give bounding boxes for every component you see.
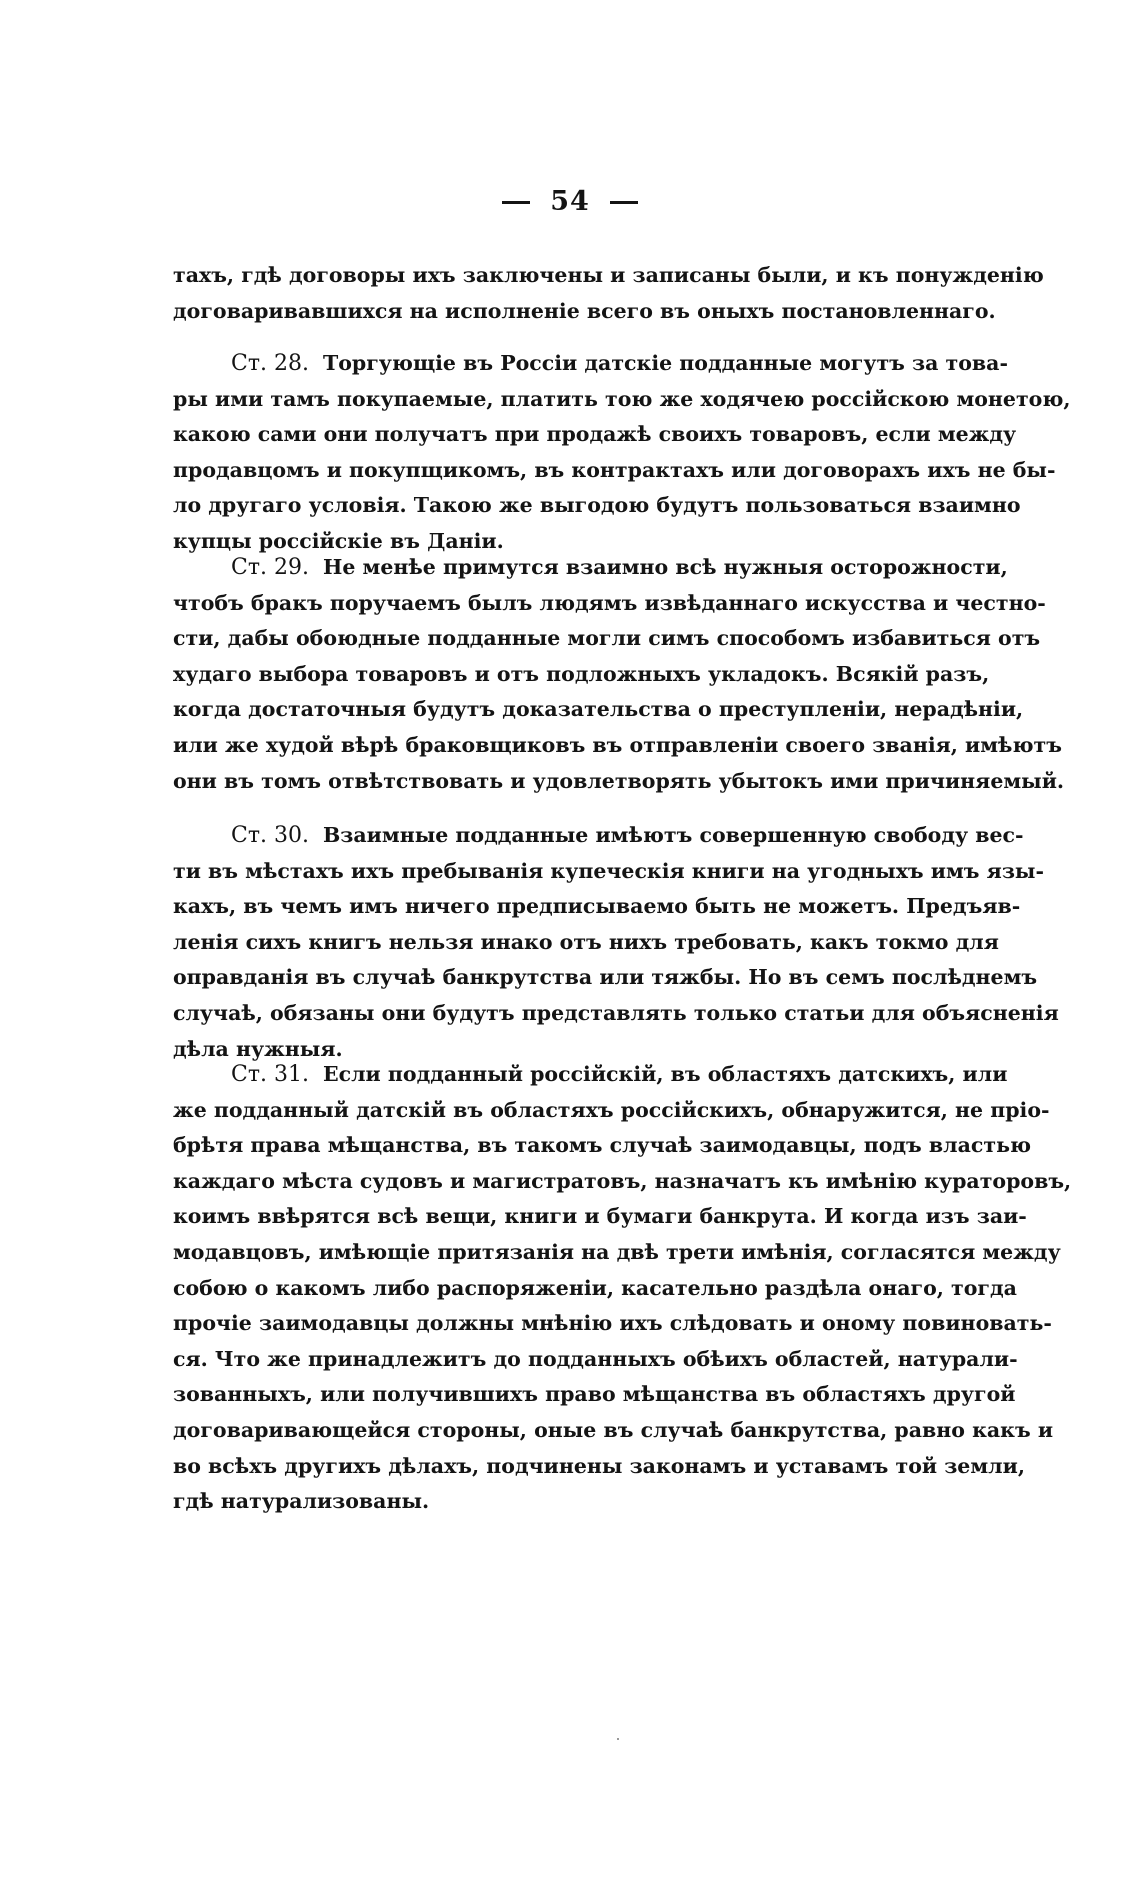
text-line: брѣтя права мѣщанства, въ такомъ случаѣ заимодавцы, подъ властью [173, 1133, 1032, 1158]
text-line: когда достаточныя будутъ доказательства о преступленіи, нерадѣніи, [173, 697, 1024, 722]
text-line: модавцовъ, имѣющіе притязанія на двѣ трети имѣнія, согласятся между [173, 1239, 1061, 1264]
text-line: собою о какомъ либо распоряженіи, касательно раздѣла онаго, тогда [173, 1275, 1017, 1300]
text-line: ло другаго условія. Такою же выгодою будутъ пользоваться взаимно [173, 493, 1021, 518]
article-29 [173, 550, 1065, 799]
text-line: договаривавшихся на исполненіе всего въ оныхъ постановленнаго. [173, 298, 996, 323]
article-label: Ст. 31. [231, 1062, 309, 1087]
page-number-value: 54 [550, 186, 590, 217]
article-label: Ст. 29. [231, 555, 309, 580]
text-line: продавцомъ и покупщикомъ, въ контрактахъ или договорахъ ихъ не бы- [173, 457, 1056, 482]
text-line: или же худой вѣрѣ браковщиковъ въ отправленіи своего званія, имѣютъ [173, 732, 1062, 757]
text-line: коимъ ввѣрятся всѣ вещи, книги и бумаги банкрута. И когда изъ заи- [173, 1204, 1027, 1229]
text-line: договаривающейся стороны, оные въ случаѣ банкрутства, равно какъ и [173, 1417, 1054, 1442]
text-line: оправданія въ случаѣ банкрутства или тяжбы. Но въ семъ послѣднемъ [173, 965, 1038, 990]
text-line: какою сами они получатъ при продажѣ своихъ товаровъ, если между [173, 422, 1017, 447]
text-line: дѣла нужныя. [173, 1036, 343, 1061]
article-31 [173, 1057, 1072, 1520]
article-label: Ст. 30. [231, 823, 309, 848]
left-dash [502, 201, 530, 204]
text-line: кахъ, въ чемъ имъ ничего предписываемо быть не можетъ. Предъяв- [173, 894, 1021, 919]
article-label: Ст. 28. [231, 351, 309, 376]
article-30 [173, 818, 1059, 1067]
text-line: же подданный датскій въ областяхъ россійскихъ, обнаружится, не пріо- [173, 1097, 1050, 1122]
text-line: купцы россійскіе въ Даніи. [173, 528, 504, 553]
article-first-text: Торгующіе въ Россіи датскіе подданные могутъ за това- [322, 351, 1008, 375]
text-line: ры ими тамъ покупаемые, платить тою же ходячею россійскою монетою, [173, 386, 1071, 411]
text-line: случаѣ, обязаны они будутъ представлять только статьи для объясненія [173, 1000, 1059, 1025]
scan-speck [617, 1738, 619, 1740]
text-line: каждаго мѣста судовъ и магистратовъ, назначатъ къ имѣнію кураторовъ, [173, 1168, 1072, 1193]
text-line: ленія сихъ книгъ нельзя инако отъ нихъ требовать, какъ токмо для [173, 929, 999, 954]
intro-paragraph [173, 258, 1044, 329]
page-number [0, 186, 1140, 217]
text-line: они въ томъ отвѣтствовать и удовлетворять убытокъ ими причиняемый. [173, 768, 1065, 793]
article-28 [173, 346, 1071, 560]
article-first-line [173, 550, 1008, 586]
article-first-text: Не менѣе примутся взаимно всѣ нужныя осторожности, [322, 555, 1008, 579]
text-line: ся. Что же принадлежитъ до подданныхъ обѣихъ областей, натурали- [173, 1346, 1018, 1371]
text-line: во всѣхъ другихъ дѣлахъ, подчинены законамъ и уставамъ той земли, [173, 1453, 1025, 1478]
text-line: зованныхъ, или получившихъ право мѣщанства въ областяхъ другой [173, 1382, 1016, 1407]
text-line: чтобъ бракъ поручаемъ былъ людямъ извѣданнаго искусства и честно- [173, 590, 1046, 615]
text-line: гдѣ натурализованы. [173, 1489, 430, 1514]
right-dash [610, 201, 638, 204]
article-first-line [173, 346, 1008, 382]
text-line: тахъ, гдѣ договоры ихъ заключены и записаны были, и къ понужденію [173, 263, 1044, 287]
text-line: худаго выбора товаровъ и отъ подложныхъ укладокъ. Всякій разъ, [173, 661, 990, 686]
text-line: прочіе заимодавцы должны мнѣнію ихъ слѣдовать и оному повиновать- [173, 1311, 1052, 1336]
article-first-line [173, 818, 1024, 854]
article-first-text: Если подданный россійскій, въ областяхъ датскихъ, или [322, 1062, 1008, 1086]
text-line: ти въ мѣстахъ ихъ пребыванія купеческія книги на угодныхъ имъ язы- [173, 858, 1044, 883]
article-first-text: Взаимные подданные имѣютъ совершенную свободу вес- [322, 823, 1024, 847]
article-first-line [173, 1057, 1008, 1093]
text-line: сти, дабы обоюдные подданные могли симъ способомъ избавиться отъ [173, 626, 1041, 651]
